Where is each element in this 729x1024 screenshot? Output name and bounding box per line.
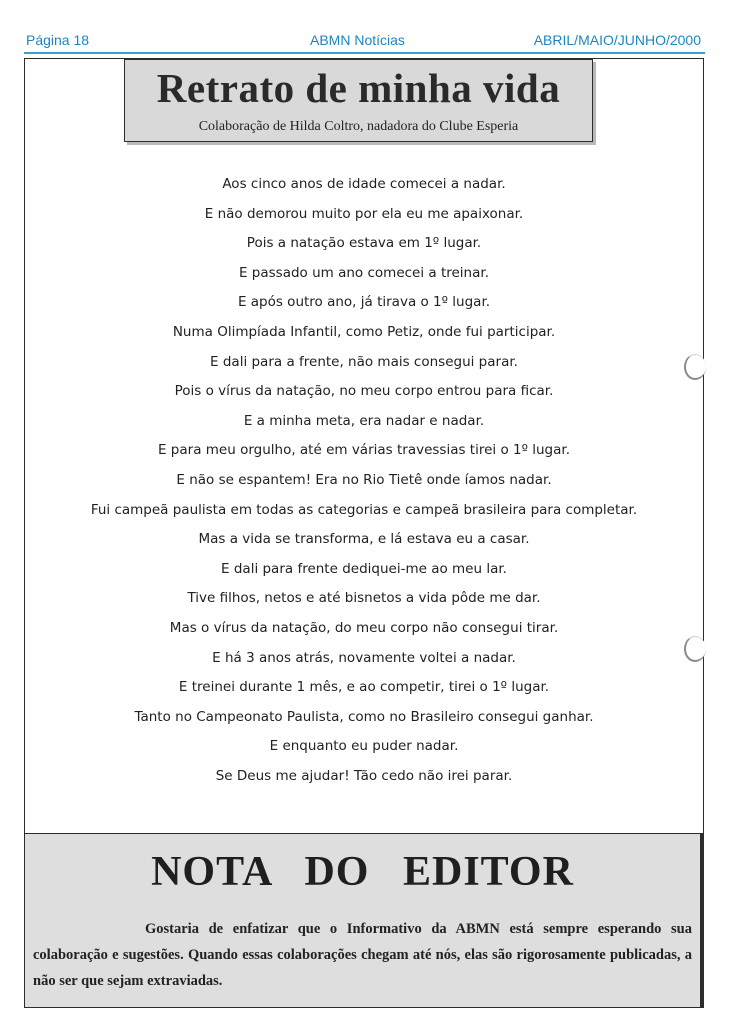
publication-name: ABMN Notícias [310,32,405,48]
binder-hole [684,354,706,380]
poem-line: E há 3 anos atrás, novamente voltei a nadar. [212,649,516,666]
poem [25,170,703,791]
editor-note-body: Gostaria de enfatizar que o Informativo da ABMN está sempre esperando sua colaboração e sugestões. Quando essas colaborações chegam até nós, elas são rigorosamente publicadas, a não ser que sejam extraviadas. [33,921,692,989]
article-title: Retrato de minha vida [156,65,561,111]
poem-line: E não demorou muito por ela eu me apaixonar. [204,205,524,222]
article-byline: Colaboração de Hilda Coltro, nadadora do Clube Esperia [198,119,519,134]
poem-line: Tanto no Campeonato Paulista, como no Brasileiro consegui ganhar. [134,708,594,725]
page-header [24,30,705,54]
poem-line: Aos cinco anos de idade comecei a nadar. [222,176,506,192]
poem-line: E para meu orgulho, até em várias travessias tirei o 1º lugar. [157,442,570,459]
issue-date: ABRIL/MAIO/JUNHO/2000 [533,32,701,48]
poem-line: E enquanto eu puder nadar. [269,738,459,755]
poem-line: Pois o vírus da natação, no meu corpo entrou para ficar. [174,383,554,400]
article-title-box [124,59,593,142]
poem-line: E dali para a frente, não mais consegui parar. [210,353,518,370]
poem-line: Tive filhos, netos e até bisnetos a vida pôde me dar. [187,590,541,607]
poem-line: Mas o vírus da natação, do meu corpo não consegui tirar. [169,619,559,636]
page-number: Página 18 [26,32,90,48]
poem-line: Pois a natação estava em 1º lugar. [246,235,482,252]
poem-line: E dali para frente dediquei-me ao meu lar. [221,560,507,577]
editor-note-title: NOTA DO EDITOR [151,849,574,895]
poem-line: Mas a vida se transforma, e lá estava eu a casar. [198,531,530,548]
poem-line: E não se espantem! Era no Rio Tietê onde íamos nadar. [176,471,552,488]
binder-hole [684,636,706,662]
poem-line: Fui campeã paulista em todas as categorias e campeã brasileira para completar. [90,501,638,518]
poem-line: E após outro ano, já tirava o 1º lugar. [237,294,491,311]
poem-line: E treinei durante 1 mês, e ao competir, tirei o 1º lugar. [178,679,550,696]
poem-line: Se Deus me ajudar! Tão cedo não irei parar. [215,767,513,784]
poem-line: Numa Olimpíada Infantil, como Petiz, onde fui participar. [172,323,556,340]
editor-note-box [24,833,704,1008]
poem-line: E passado um ano comecei a treinar. [238,264,489,281]
poem-line: E a minha meta, era nadar e nadar. [243,412,485,429]
